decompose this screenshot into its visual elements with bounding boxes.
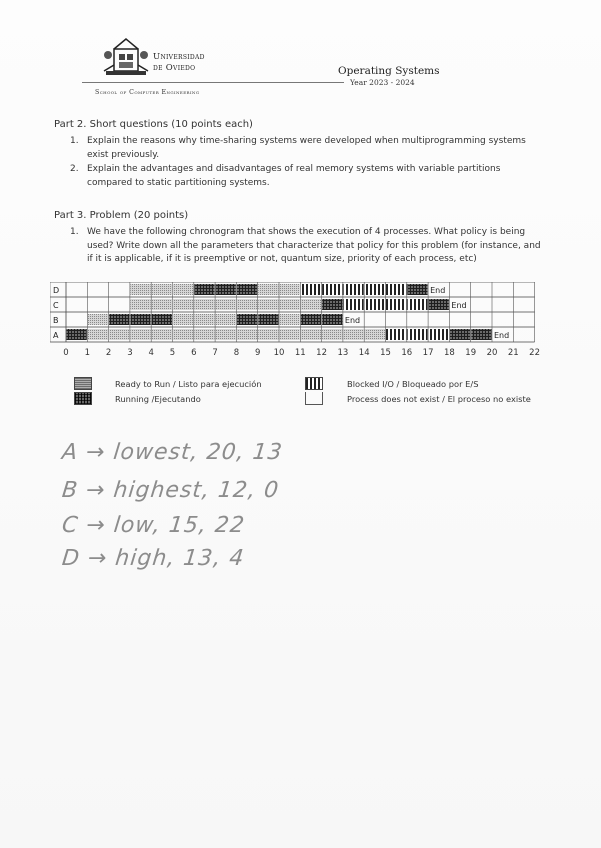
process-label-a: A (53, 331, 59, 340)
end-marker-d: End (430, 286, 446, 295)
legend-blocked-swatch (305, 377, 323, 390)
cell-b-t3-running (130, 314, 150, 325)
time-tick-3: 3 (127, 348, 133, 358)
cell-a-t2-ready (109, 329, 129, 340)
legend-ready-swatch (74, 377, 92, 390)
question-text: Explain the reasons why time-sharing systems were developed when multiprogramming systems exist previously. (87, 136, 526, 160)
cell-a-t18-running (450, 329, 470, 340)
handwritten-answer-d: D → high, 13, 4 (60, 546, 246, 571)
time-tick-4: 4 (148, 348, 154, 358)
cell-a-t19-running (471, 329, 491, 340)
time-tick-2: 2 (105, 348, 112, 358)
end-marker-a: End (494, 331, 510, 340)
cell-a-t5-ready (173, 329, 193, 340)
cell-d-t7-running (216, 284, 236, 295)
cell-b-t4-running (152, 314, 172, 325)
cell-a-t6-ready (194, 329, 214, 340)
cell-a-t7-ready (216, 329, 236, 340)
university-crest-icon (102, 35, 150, 79)
question-text: We have the following chronogram that shows the execution of 4 processes. What policy is being used? Write down all the parameters that characterize that policy for this problem (for instance, and if it is applicable, if it is preemptive or not, quantum size, priority of each process, etc) (87, 227, 541, 264)
cell-d-t13-blocked (343, 284, 363, 295)
time-tick-10: 10 (273, 348, 285, 358)
cell-a-t16-blocked (407, 329, 427, 340)
handwritten-answer-c: C → low, 15, 22 (60, 513, 247, 538)
cell-b-t11-running (301, 314, 321, 325)
school-name: School of Computer Engineering (95, 89, 200, 96)
university-name-line2: de Oviedo (153, 63, 196, 73)
time-tick-22: 22 (529, 348, 541, 358)
handwritten-answer-b: B → highest, 12, 0 (60, 478, 281, 503)
cell-a-t3-ready (130, 329, 150, 340)
cell-a-t15-blocked (386, 329, 406, 340)
cell-d-t8-running (237, 284, 257, 295)
part2-question-1 (70, 135, 548, 162)
legend-running-swatch (74, 392, 92, 405)
header-divider (82, 82, 344, 83)
part3-heading: Part 3. Problem (20 points) (54, 210, 189, 221)
cell-b-t1-ready (88, 314, 108, 325)
process-label-d: D (53, 286, 60, 295)
cell-a-t4-ready (152, 329, 172, 340)
university-name (153, 52, 205, 74)
process-label-c: C (53, 301, 59, 310)
cell-b-t7-ready (216, 314, 236, 325)
cell-c-t10-ready (280, 299, 300, 310)
time-tick-0: 0 (63, 348, 69, 358)
cell-a-t13-ready (343, 329, 363, 340)
university-name-line1: Universidad (153, 52, 205, 62)
course-title: Operating Systems (338, 65, 440, 77)
part2-heading: Part 2. Short questions (10 points each) (54, 119, 253, 130)
time-tick-6: 6 (191, 348, 197, 358)
end-marker-c: End (451, 301, 467, 310)
process-label-b: B (53, 316, 59, 325)
question-number: 1. (70, 227, 79, 237)
cell-a-t11-ready (301, 329, 321, 340)
cell-c-t7-ready (216, 299, 236, 310)
cell-d-t9-ready (258, 284, 278, 295)
cell-b-t12-running (322, 314, 342, 325)
cell-a-t17-blocked (429, 329, 449, 340)
handwritten-answer-a: A → lowest, 20, 13 (60, 440, 284, 465)
cell-b-t9-running (258, 314, 278, 325)
time-tick-15: 15 (380, 348, 391, 358)
cell-c-t14-blocked (365, 299, 385, 310)
cell-a-t10-ready (280, 329, 300, 340)
cell-d-t6-running (194, 284, 214, 295)
cell-d-t5-ready (173, 284, 193, 295)
academic-year: Year 2023 - 2024 (350, 78, 415, 87)
cell-d-t3-ready (130, 284, 150, 295)
part2-question-2 (70, 163, 548, 190)
time-tick-21: 21 (507, 348, 519, 358)
time-tick-5: 5 (169, 348, 176, 358)
cell-c-t17-running (429, 299, 449, 310)
time-tick-19: 19 (465, 348, 477, 358)
legend-none-swatch (305, 392, 323, 405)
cell-d-t14-blocked (365, 284, 385, 295)
cell-b-t5-ready (173, 314, 193, 325)
end-marker-b: End (344, 316, 361, 325)
time-tick-8: 8 (233, 348, 240, 358)
cell-b-t10-ready (280, 314, 300, 325)
legend-running-label: Running /Ejecutando (115, 394, 201, 404)
cell-c-t5-ready (173, 299, 193, 310)
cell-a-t8-ready (237, 329, 257, 340)
time-tick-7: 7 (212, 348, 218, 358)
cell-c-t6-ready (194, 299, 214, 310)
time-tick-12: 12 (316, 348, 328, 358)
cell-c-t16-blocked (407, 299, 427, 310)
legend-none-label: Process does not exist / El proceso no existe (347, 394, 531, 404)
cell-a-t14-ready (365, 329, 385, 340)
cell-c-t4-ready (152, 299, 172, 310)
cell-a-t9-ready (258, 329, 278, 340)
time-tick-17: 17 (422, 348, 434, 358)
legend-blocked-label: Blocked I/O / Bloqueado por E/S (347, 379, 479, 389)
cell-c-t9-ready (258, 299, 278, 310)
cell-d-t4-ready (152, 284, 172, 295)
cell-d-t16-running (407, 284, 427, 295)
cell-c-t12-running (322, 299, 342, 310)
cell-d-t15-blocked (386, 284, 406, 295)
time-tick-11: 11 (294, 348, 306, 358)
cell-b-t2-running (109, 314, 129, 325)
question-number: 2. (70, 164, 79, 174)
cell-d-t11-blocked (301, 284, 321, 295)
time-tick-16: 16 (401, 348, 413, 358)
cell-c-t3-ready (130, 299, 150, 310)
cell-b-t8-running (237, 314, 257, 325)
part3-question (70, 226, 548, 267)
time-tick-18: 18 (443, 348, 455, 358)
cell-a-t1-ready (88, 329, 108, 340)
time-tick-13: 13 (337, 348, 349, 358)
time-tick-14: 14 (358, 348, 370, 358)
cell-d-t12-blocked (322, 284, 342, 295)
cell-b-t6-ready (194, 314, 214, 325)
time-tick-20: 20 (486, 348, 498, 358)
chronogram-chart (50, 282, 548, 364)
time-tick-9: 9 (254, 348, 261, 358)
cell-c-t15-blocked (386, 299, 406, 310)
cell-a-t12-ready (322, 329, 342, 340)
legend-ready-label: Ready to Run / Listo para ejecución (115, 379, 262, 389)
cell-c-t8-ready (237, 299, 257, 310)
cell-c-t11-ready (301, 299, 321, 310)
cell-a-t0-running (67, 329, 87, 340)
question-text: Explain the advantages and disadvantages of real memory systems with variable partitions compared to static partitioning systems. (87, 164, 501, 188)
cell-c-t13-blocked (343, 299, 363, 310)
cell-d-t10-ready (280, 284, 300, 295)
time-tick-1: 1 (84, 348, 91, 358)
question-number: 1. (70, 136, 79, 146)
